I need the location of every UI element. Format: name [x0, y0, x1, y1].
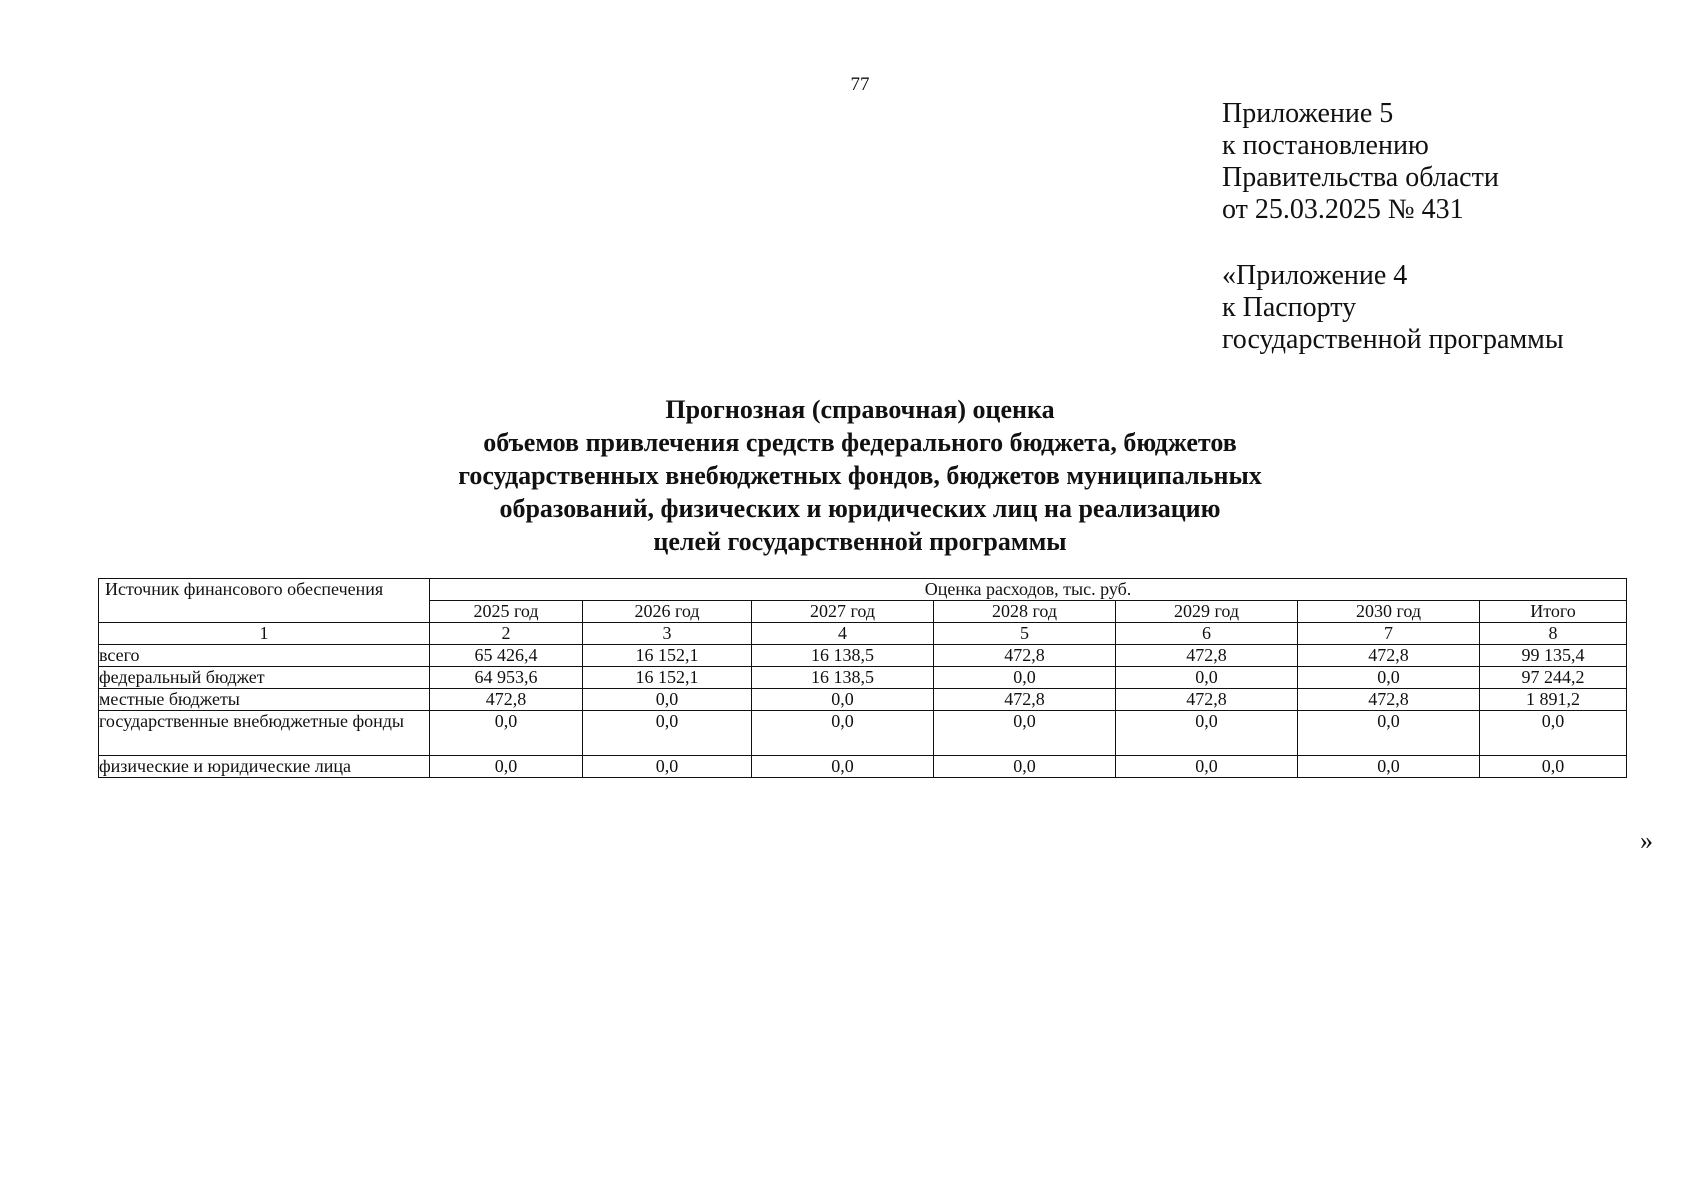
table-row	[99, 667, 1627, 689]
value-cell: 64 953,6	[430, 667, 583, 689]
appendix-line: Приложение 5	[1222, 98, 1394, 129]
title-line: Прогнозная (справочная) оценка	[665, 395, 1055, 424]
sub-appendix-line: к Паспорту	[1222, 292, 1357, 323]
value-cell: 0,0	[934, 711, 1116, 756]
table-header-row	[99, 579, 1627, 601]
value-cell: 0,0	[1298, 756, 1480, 778]
total-cell: 0,0	[1480, 711, 1627, 756]
value-cell: 472,8	[934, 645, 1116, 667]
page-number: 77	[850, 74, 870, 95]
value-cell: 472,8	[1298, 689, 1480, 711]
column-number: 7	[1298, 623, 1480, 645]
year-header: 2030 год	[1298, 601, 1480, 623]
appendix-line: к постановлению	[1222, 130, 1429, 161]
value-cell: 0,0	[430, 756, 583, 778]
total-header: Итого	[1480, 601, 1627, 623]
value-cell: 0,0	[1298, 667, 1480, 689]
value-cell: 0,0	[1116, 711, 1298, 756]
table-row	[99, 756, 1627, 778]
appendix-line: Правительства области	[1222, 162, 1499, 193]
value-cell: 16 138,5	[752, 645, 934, 667]
value-cell: 472,8	[1298, 645, 1480, 667]
column-number: 2	[430, 623, 583, 645]
year-header: 2028 год	[934, 601, 1116, 623]
value-cell: 0,0	[752, 711, 934, 756]
source-column-header: Источник финансового обеспечения	[99, 579, 430, 623]
closing-quote: »	[1640, 826, 1653, 855]
value-cell: 0,0	[583, 711, 752, 756]
sub-appendix-line: государственной программы	[1222, 324, 1564, 355]
row-label: федеральный бюджет	[99, 667, 430, 689]
row-label: государственные внебюджетные фонды	[99, 711, 430, 756]
table-row	[99, 689, 1627, 711]
column-number: 1	[99, 623, 430, 645]
appendix-line: от 25.03.2025 № 431	[1222, 194, 1464, 225]
row-label: физические и юридические лица	[99, 756, 430, 778]
value-cell: 472,8	[430, 689, 583, 711]
appendix-reference	[1222, 98, 1499, 226]
value-cell: 0,0	[934, 756, 1116, 778]
row-label: местные бюджеты	[99, 689, 430, 711]
value-cell: 16 138,5	[752, 667, 934, 689]
value-cell: 0,0	[583, 689, 752, 711]
year-header: 2027 год	[752, 601, 934, 623]
column-number: 3	[583, 623, 752, 645]
column-number: 5	[934, 623, 1116, 645]
total-cell: 0,0	[1480, 756, 1627, 778]
document-title	[0, 393, 1693, 558]
value-cell: 472,8	[1116, 645, 1298, 667]
total-cell: 1 891,2	[1480, 689, 1627, 711]
total-cell: 97 244,2	[1480, 667, 1627, 689]
value-cell: 0,0	[583, 756, 752, 778]
value-cell: 16 152,1	[583, 667, 752, 689]
title-line: объемов привлечения средств федерального бюджета, бюджетов	[483, 428, 1237, 457]
sub-appendix-reference	[1222, 260, 1564, 356]
value-cell: 0,0	[1116, 667, 1298, 689]
title-line: образований, физических и юридических лиц на реализацию	[499, 494, 1221, 523]
value-cell: 16 152,1	[583, 645, 752, 667]
table-row	[99, 645, 1627, 667]
expense-estimate-header: Оценка расходов, тыс. руб.	[430, 579, 1627, 601]
year-header: 2025 год	[430, 601, 583, 623]
year-header: 2029 год	[1116, 601, 1298, 623]
value-cell: 0,0	[934, 667, 1116, 689]
value-cell: 0,0	[430, 711, 583, 756]
value-cell: 0,0	[1116, 756, 1298, 778]
row-label: всего	[99, 645, 430, 667]
sub-appendix-line: «Приложение 4	[1222, 260, 1408, 291]
title-line: целей государственной программы	[653, 527, 1067, 556]
column-number: 8	[1480, 623, 1627, 645]
column-number: 6	[1116, 623, 1298, 645]
value-cell: 472,8	[1116, 689, 1298, 711]
value-cell: 0,0	[752, 756, 934, 778]
table-row	[99, 711, 1627, 756]
year-header: 2026 год	[583, 601, 752, 623]
value-cell: 472,8	[934, 689, 1116, 711]
column-number-row	[99, 623, 1627, 645]
value-cell: 65 426,4	[430, 645, 583, 667]
value-cell: 0,0	[752, 689, 934, 711]
title-line: государственных внебюджетных фондов, бюджетов муниципальных	[458, 461, 1262, 490]
value-cell: 0,0	[1298, 711, 1480, 756]
financing-table	[98, 578, 1627, 778]
total-cell: 99 135,4	[1480, 645, 1627, 667]
column-number: 4	[752, 623, 934, 645]
